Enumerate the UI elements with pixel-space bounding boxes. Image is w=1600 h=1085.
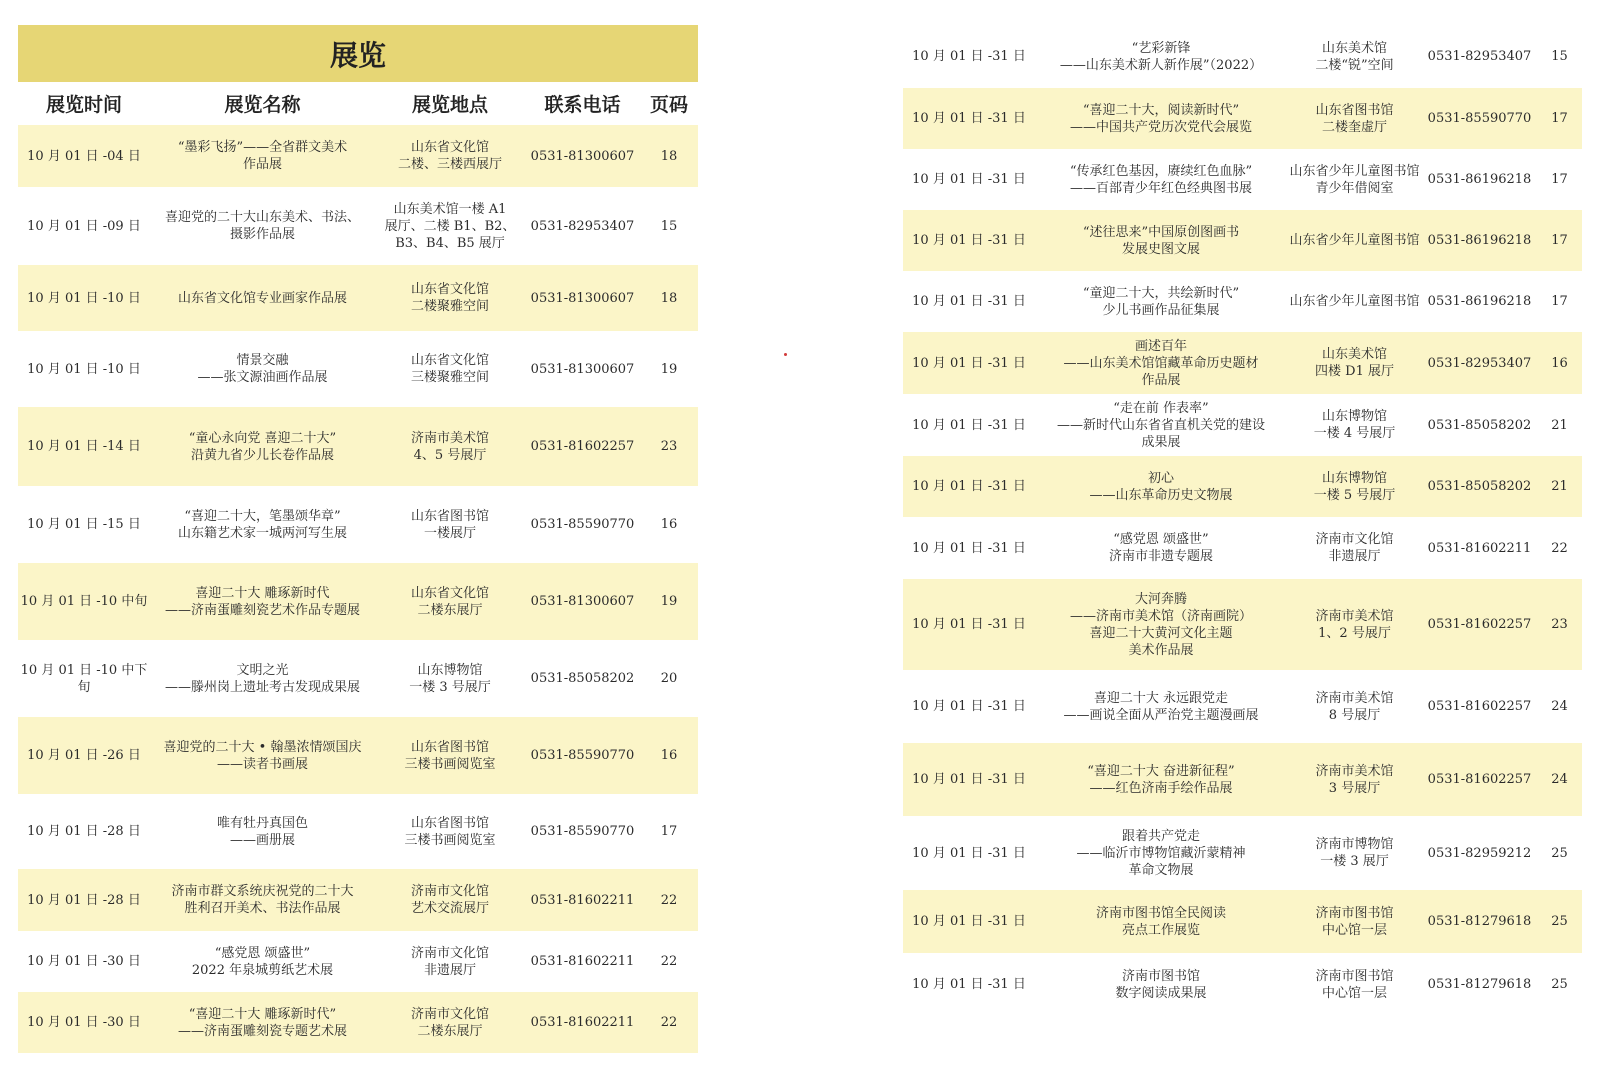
cell-date: 10 月 01 日 -28 日 <box>27 892 141 908</box>
table-row <box>18 563 698 640</box>
cell-page: 16 <box>1551 355 1568 371</box>
cell-name: “墨彩飞扬”——全省群文美术 作品展 <box>177 140 348 172</box>
cell-date: 10 月 01 日 -30 日 <box>27 954 141 969</box>
cell-date: 10 月 01 日 -10 日 <box>27 361 141 377</box>
cell-name: 初心 ——山东革命历史文物展 <box>1089 470 1233 503</box>
cell-date: 10 月 01 日 -31 日 <box>912 617 1026 632</box>
cell-phone: 0531-85058202 <box>1427 479 1532 494</box>
cell-date: 10 月 01 日 -30 日 <box>27 1015 141 1030</box>
stray-dot <box>784 353 787 356</box>
cell-page: 22 <box>660 954 678 969</box>
header-page: 页码 <box>649 94 688 116</box>
cell-name: 济南市图书馆全民阅读 亮点工作展览 <box>1095 905 1226 938</box>
cell-name: 情景交融 ——张文源油画作品展 <box>197 353 328 385</box>
cell-phone: 0531-81602257 <box>1427 699 1532 714</box>
cell-name: 唯有牡丹真国色 ——画册展 <box>216 815 308 848</box>
cell-page: 24 <box>1551 699 1568 714</box>
cell-date: 10 月 01 日 -15 日 <box>27 517 141 532</box>
table-row <box>18 187 698 265</box>
cell-name: “感党恩 颂盛世” 济南市非遗专题展 <box>1108 532 1213 564</box>
cell-page: 23 <box>660 439 678 454</box>
cell-date: 10 月 01 日 -31 日 <box>912 294 1026 309</box>
cell-name: “童心永向党 喜迎二十大” 沿黄九省少儿长卷作品展 <box>188 430 337 463</box>
cell-phone: 0531-85590770 <box>530 517 635 532</box>
table-row <box>18 486 698 563</box>
table-header <box>18 82 698 125</box>
cell-date: 10 月 01 日 -31 日 <box>912 233 1026 248</box>
cell-page: 19 <box>660 361 678 377</box>
cell-phone: 0531-81602211 <box>1427 540 1532 556</box>
cell-name: 喜迎二十大 雕琢新时代 ——济南蛋雕刻瓷艺术作品专题展 <box>164 585 360 618</box>
cell-name: “述往思来”中国原创图画书 发展史图文展 <box>1082 224 1240 257</box>
cell-page: 16 <box>660 748 678 763</box>
cell-page: 24 <box>1551 772 1568 787</box>
table-row <box>903 890 1582 953</box>
right-table-body <box>903 25 1582 1016</box>
cell-phone: 0531-81300607 <box>530 594 635 609</box>
cell-name: 大河奔腾 ——济南市美术馆（济南画院） 喜迎二十大黄河文化主题 美术作品展 <box>1069 591 1252 658</box>
cell-page: 21 <box>1551 417 1568 433</box>
cell-date: 10 月 01 日 -10 中旬 <box>20 594 148 609</box>
cell-page: 22 <box>660 1015 678 1030</box>
table-row <box>903 394 1582 456</box>
header-date: 展览时间 <box>45 94 122 116</box>
cell-phone: 0531-85058202 <box>1427 417 1532 433</box>
cell-page: 18 <box>660 148 678 164</box>
table-row <box>903 88 1582 149</box>
cell-phone: 0531-81602211 <box>530 954 635 969</box>
cell-venue: 山东省少年儿童图书馆 <box>1289 294 1420 309</box>
table-row <box>903 332 1582 394</box>
cell-name: “传承红色基因，赓续红色血脉” ——百部青少年红色经典图书展 <box>1069 163 1253 196</box>
cell-phone: 0531-81602211 <box>530 892 635 908</box>
cell-name: “童迎二十大，共绘新时代” 少儿书画作品征集展 <box>1082 285 1240 318</box>
cell-venue: 山东省文化馆 二楼东展厅 <box>410 585 489 618</box>
cell-date: 10 月 01 日 -31 日 <box>912 699 1026 714</box>
cell-venue: 济南市美术馆 4、5 号展厅 <box>410 430 489 463</box>
right-table-panel <box>903 25 1582 1016</box>
cell-date: 10 月 01 日 -14 日 <box>27 439 141 454</box>
cell-venue: 山东省文化馆 三楼聚雅空间 <box>410 353 489 385</box>
cell-date: 10 月 01 日 -09 日 <box>27 218 141 234</box>
cell-page: 17 <box>1551 111 1568 126</box>
cell-phone: 0531-82953407 <box>1427 355 1532 371</box>
cell-date: 10 月 01 日 -26 日 <box>27 748 141 763</box>
cell-venue: 山东省图书馆 二楼奎虚厅 <box>1315 102 1394 135</box>
cell-phone: 0531-81300607 <box>530 148 635 164</box>
cell-phone: 0531-81602257 <box>1427 772 1532 787</box>
cell-venue: 济南市图书馆 中心馆一层 <box>1315 968 1394 1001</box>
cell-name: “喜迎二十大，笔墨颂华章” 山东籍艺术家一城两河写生展 <box>177 508 347 541</box>
cell-phone: 0531-81602257 <box>530 439 635 454</box>
table-row <box>18 125 698 187</box>
cell-phone: 0531-81300607 <box>530 290 635 306</box>
cell-phone: 0531-81602257 <box>1427 617 1532 632</box>
cell-page: 25 <box>1551 914 1568 929</box>
cell-page: 17 <box>1551 294 1568 309</box>
cell-phone: 0531-85590770 <box>1427 111 1532 126</box>
cell-phone: 0531-85058202 <box>530 671 635 686</box>
cell-date: 10 月 01 日 -31 日 <box>912 417 1026 433</box>
table-row <box>903 517 1582 579</box>
cell-phone: 0531-81279618 <box>1427 914 1532 929</box>
cell-name: 济南市图书馆 数字阅读成果展 <box>1115 968 1207 1001</box>
cell-phone: 0531-86196218 <box>1427 233 1532 248</box>
cell-name: “走在前 作表率” ——新时代山东省省直机关党的建设 成果展 <box>1056 400 1265 450</box>
cell-phone: 0531-85590770 <box>530 748 635 763</box>
cell-venue: 山东省图书馆 一楼展厅 <box>410 508 489 541</box>
cell-date: 10 月 01 日 -31 日 <box>912 49 1026 64</box>
page-title: 展览 <box>18 25 698 82</box>
cell-name: 山东省文化馆专业画家作品展 <box>177 290 347 306</box>
table-row <box>903 271 1582 332</box>
cell-venue: 山东省少年儿童图书馆 <box>1289 233 1420 248</box>
cell-date: 10 月 01 日 -31 日 <box>912 540 1026 556</box>
cell-name: “喜迎二十大，阅读新时代” ——中国共产党历次党代会展览 <box>1069 102 1252 135</box>
cell-page: 20 <box>660 671 678 686</box>
cell-page: 17 <box>1551 172 1568 187</box>
table-row <box>903 816 1582 890</box>
cell-page: 16 <box>660 517 678 532</box>
cell-date: 10 月 01 日 -31 日 <box>912 355 1026 371</box>
cell-name: “喜迎二十大 雕琢新时代” ——济南蛋雕刻瓷专题艺术展 <box>177 1006 347 1039</box>
cell-venue: 山东省文化馆 二楼聚雅空间 <box>410 282 489 314</box>
table-row <box>18 331 698 407</box>
cell-venue: 济南市文化馆 非遗展厅 <box>1315 532 1394 564</box>
cell-date: 10 月 01 日 -31 日 <box>912 977 1026 992</box>
cell-name: 画述百年 ——山东美术馆馆藏革命历史题材 作品展 <box>1063 338 1259 388</box>
cell-page: 25 <box>1551 977 1568 992</box>
table-row <box>903 953 1582 1016</box>
table-row <box>903 743 1582 816</box>
cell-page: 25 <box>1551 845 1568 861</box>
cell-venue: 济南市博物馆 一楼 3 展厅 <box>1315 837 1394 869</box>
cell-phone: 0531-85590770 <box>530 824 635 839</box>
table-row <box>903 579 1582 670</box>
cell-date: 10 月 01 日 -31 日 <box>912 914 1026 929</box>
cell-venue: 济南市美术馆 8 号展厅 <box>1315 690 1394 723</box>
cell-page: 23 <box>1551 617 1568 632</box>
header-venue: 展览地点 <box>411 94 488 116</box>
cell-name: 喜迎党的二十大 • 翰墨浓情颂国庆 ——读者书画展 <box>163 739 362 772</box>
table-row <box>18 931 698 992</box>
cell-date: 10 月 01 日 -31 日 <box>912 479 1026 494</box>
table-row <box>903 670 1582 743</box>
cell-name: “感党恩 颂盛世” 2022 年泉城剪纸艺术展 <box>191 945 334 978</box>
cell-name: 济南市群文系统庆祝党的二十大 胜利召开美术、书法作品展 <box>171 884 354 916</box>
cell-phone: 0531-81279618 <box>1427 977 1532 992</box>
table-row <box>903 456 1582 517</box>
cell-venue: 济南市文化馆 非遗展厅 <box>410 945 489 978</box>
cell-date: 10 月 01 日 -10 中下旬 <box>20 662 148 695</box>
cell-date: 10 月 01 日 -31 日 <box>912 172 1026 187</box>
cell-date: 10 月 01 日 -31 日 <box>912 845 1026 861</box>
cell-date: 10 月 01 日 -04 日 <box>27 148 141 164</box>
cell-name: 跟着共产党走 ——临沂市博物馆藏沂蒙精神 革命文物展 <box>1076 828 1246 878</box>
cell-date: 10 月 01 日 -31 日 <box>912 111 1026 126</box>
cell-name: 文明之光 ——滕州岗上遗址考古发现成果展 <box>164 662 360 695</box>
cell-page: 15 <box>660 218 678 234</box>
table-row <box>18 265 698 331</box>
cell-venue: 济南市美术馆 1、2 号展厅 <box>1315 608 1394 641</box>
table-row <box>18 992 698 1053</box>
cell-venue: 山东美术馆 四楼 D1 展厅 <box>1315 347 1394 379</box>
cell-phone: 0531-81602211 <box>530 1015 635 1030</box>
cell-date: 10 月 01 日 -31 日 <box>912 772 1026 787</box>
cell-venue: 山东美术馆 二楼“锐”空间 <box>1315 40 1394 73</box>
cell-date: 10 月 01 日 -10 日 <box>27 290 141 306</box>
table-row <box>18 869 698 931</box>
cell-phone: 0531-86196218 <box>1427 294 1532 309</box>
cell-venue: 山东博物馆 一楼 5 号展厅 <box>1313 470 1396 503</box>
table-row <box>903 210 1582 271</box>
table-row <box>18 407 698 486</box>
cell-name: 喜迎党的二十大山东美术、书法、 摄影作品展 <box>164 210 360 242</box>
cell-venue: 山东省图书馆 三楼书画阅览室 <box>404 739 496 772</box>
cell-phone: 0531-86196218 <box>1427 172 1532 187</box>
cell-page: 15 <box>1551 49 1568 64</box>
cell-phone: 0531-81300607 <box>530 361 635 377</box>
header-phone: 联系电话 <box>544 94 621 116</box>
cell-phone: 0531-82959212 <box>1427 845 1532 861</box>
table-row <box>903 149 1582 210</box>
cell-phone: 0531-82953407 <box>530 218 635 234</box>
cell-venue: 山东省文化馆 二楼、三楼西展厅 <box>397 140 502 172</box>
table-row <box>18 717 698 794</box>
cell-name: “喜迎二十大 奋进新征程” ——红色济南手绘作品展 <box>1087 763 1235 796</box>
cell-venue: 山东美术馆一楼 A1 展厅、二楼 B1、B2、 B3、B4、B5 展厅 <box>384 201 516 251</box>
cell-venue: 济南市文化馆 二楼东展厅 <box>410 1006 489 1039</box>
cell-page: 17 <box>1551 233 1568 248</box>
cell-name: 喜迎二十大 永远跟党走 ——画说全面从严治党主题漫画展 <box>1063 690 1259 723</box>
left-table-body <box>18 125 698 1053</box>
cell-page: 22 <box>1551 540 1568 556</box>
table-row <box>18 640 698 717</box>
cell-page: 19 <box>660 594 678 609</box>
cell-phone: 0531-82953407 <box>1427 49 1532 64</box>
cell-venue: 山东省图书馆 三楼书画阅览室 <box>404 815 496 848</box>
cell-page: 22 <box>660 892 678 908</box>
cell-venue: 山东博物馆 一楼 3 号展厅 <box>409 662 491 695</box>
cell-venue: 济南市文化馆 艺术交流展厅 <box>410 884 489 916</box>
cell-venue: 山东博物馆 一楼 4 号展厅 <box>1313 409 1396 441</box>
cell-venue: 山东省少年儿童图书馆 青少年借阅室 <box>1289 163 1420 196</box>
cell-date: 10 月 01 日 -28 日 <box>27 824 141 839</box>
cell-venue: 济南市美术馆 3 号展厅 <box>1315 763 1394 796</box>
cell-page: 21 <box>1551 479 1568 494</box>
cell-page: 17 <box>660 824 678 839</box>
table-row <box>903 25 1582 88</box>
left-table-panel <box>18 25 698 1053</box>
cell-venue: 济南市图书馆 中心馆一层 <box>1315 905 1394 938</box>
cell-name: “艺彩新锋 ——山东美术新人新作展”（2022） <box>1059 40 1263 73</box>
cell-page: 18 <box>660 290 678 306</box>
header-name: 展览名称 <box>224 94 301 116</box>
table-row <box>18 794 698 869</box>
